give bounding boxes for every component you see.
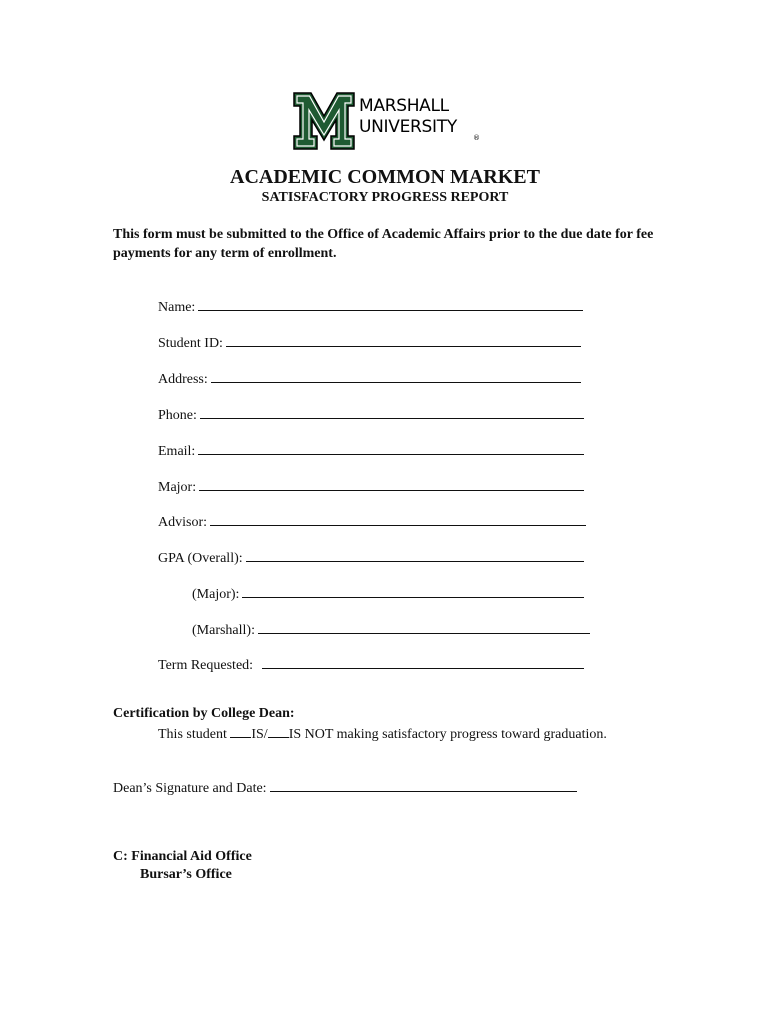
logo-line-marshall: MARSHALL xyxy=(359,96,449,116)
field-gpa-major-label: (Major): xyxy=(192,587,240,602)
advisor-input-line[interactable] xyxy=(210,512,586,526)
field-term-requested xyxy=(158,655,584,674)
cc-bursar: Bursar’s Office xyxy=(140,867,232,882)
student-id-input-line[interactable] xyxy=(226,333,581,347)
gpa-marshall-input-line[interactable] xyxy=(258,620,590,634)
field-advisor-label: Advisor: xyxy=(158,515,207,530)
field-term-requested-label: Term Requested: xyxy=(158,658,254,673)
field-gpa-major xyxy=(192,584,584,603)
field-address xyxy=(158,369,581,388)
marshall-m-icon xyxy=(293,92,355,150)
term-requested-input-line[interactable] xyxy=(262,655,584,669)
is-not-checkbox-blank[interactable] xyxy=(268,725,289,738)
certification-prefix: This student xyxy=(158,727,231,742)
field-student-id xyxy=(158,333,581,352)
registered-mark: ® xyxy=(473,134,480,142)
major-input-line[interactable] xyxy=(199,477,584,491)
is-label: IS/ xyxy=(251,727,268,742)
field-gpa-marshall-label: (Marshall): xyxy=(192,623,255,638)
form-title: ACADEMIC COMMON MARKET xyxy=(230,166,540,188)
field-gpa-overall-label: GPA (Overall): xyxy=(158,551,243,566)
field-major xyxy=(158,477,584,496)
field-name-label: Name: xyxy=(158,300,196,315)
marshall-university-logo xyxy=(293,92,483,150)
field-name xyxy=(158,297,583,316)
field-email xyxy=(158,441,584,460)
gpa-major-input-line[interactable] xyxy=(242,584,584,598)
certification-statement xyxy=(158,725,607,743)
certification-heading: Certification by College Dean: xyxy=(113,706,295,721)
dean-signature-input-line[interactable] xyxy=(270,778,577,792)
field-gpa-marshall xyxy=(192,620,590,639)
form-subtitle: SATISFACTORY PROGRESS REPORT xyxy=(261,190,509,205)
address-input-line[interactable] xyxy=(211,369,581,383)
field-email-label: Email: xyxy=(158,444,196,459)
field-gpa-overall xyxy=(158,548,584,567)
field-major-label: Major: xyxy=(158,480,197,495)
intro-instructions: This form must be submitted to the Office of Academic Affairs prior to the due date for fee payments for any term of enrollment. xyxy=(113,227,654,261)
dean-signature-label: Dean’s Signature and Date: xyxy=(113,781,267,796)
field-address-label: Address: xyxy=(158,372,208,387)
email-input-line[interactable] xyxy=(198,441,584,455)
is-not-label: IS NOT making satisfactory progress toward graduation. xyxy=(288,727,607,742)
cc-financial-aid: C: Financial Aid Office xyxy=(113,849,252,864)
field-phone-label: Phone: xyxy=(158,408,197,423)
field-phone xyxy=(158,405,584,424)
is-checkbox-blank[interactable] xyxy=(230,725,251,738)
field-student-id-label: Student ID: xyxy=(158,336,223,351)
field-advisor xyxy=(158,512,586,531)
gpa-overall-input-line[interactable] xyxy=(246,548,584,562)
logo-line-university: UNIVERSITY xyxy=(359,117,457,137)
dean-signature-field xyxy=(113,778,577,797)
name-input-line[interactable] xyxy=(198,297,583,311)
phone-input-line[interactable] xyxy=(200,405,584,419)
